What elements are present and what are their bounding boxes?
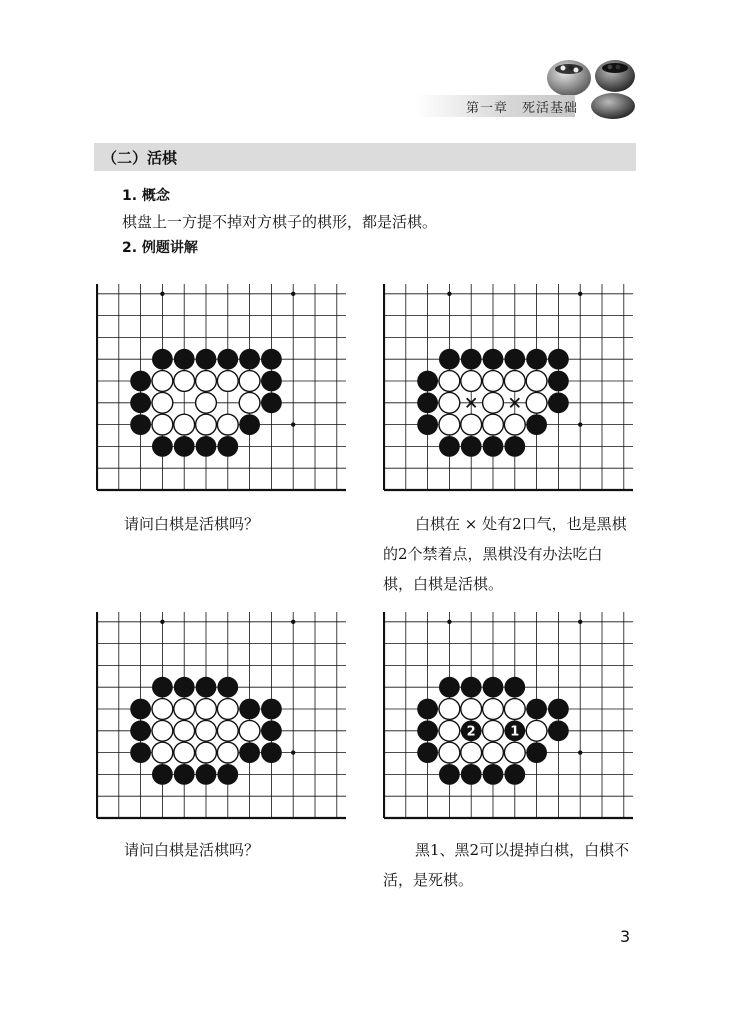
star-point [160,292,164,296]
white-stone [196,699,217,720]
question-2-text: 请问白棋是活棋吗？ [124,841,260,859]
white-stone [152,720,173,741]
white-stone [217,414,238,435]
black-stone [461,764,482,785]
white-stone [439,699,460,720]
black-stone [439,349,460,370]
go-board-1 [96,284,346,492]
white-stone [152,414,173,435]
white-stone [483,371,504,392]
black-stone [152,436,173,457]
white-stone [504,414,525,435]
black-stone [439,764,460,785]
black-stone [526,699,547,720]
star-point [578,422,582,426]
black-stone [526,742,547,763]
star-point [578,750,582,754]
black-stone [152,677,173,698]
black-stone [417,742,438,763]
answer-2-line-1: 黑1、黑2可以提掉白棋，白棋不 [415,841,630,859]
question-1 [124,509,259,539]
black-stone [439,677,460,698]
answer-2-line-2: 活，是死棋。 [383,871,474,889]
black-stone [504,764,525,785]
answer-1-line-2: 的2个禁着点，黑棋没有办法吃白 [383,545,603,563]
black-stone [217,436,238,457]
page-number: 3 [620,927,631,946]
white-stone [217,720,238,741]
star-point [291,292,295,296]
star-point [291,620,295,624]
black-stone [548,720,569,741]
chapter-title: 第一章 死活基础 [466,101,579,116]
white-stone [483,720,504,741]
white-stone [196,371,217,392]
black-stone [174,349,195,370]
black-stone [152,349,173,370]
black-stone [439,436,460,457]
white-stone [504,371,525,392]
white-stone [239,371,260,392]
black-stone [261,742,282,763]
white-stone [196,392,217,413]
white-stone [239,720,260,741]
white-stone [196,414,217,435]
black-stone [504,436,525,457]
white-stone [483,699,504,720]
star-point [447,292,451,296]
answer-1 [383,509,638,599]
black-stone [130,371,151,392]
black-stone [483,677,504,698]
black-stone [261,699,282,720]
white-stone [174,699,195,720]
black-stone [417,699,438,720]
black-stone [483,349,504,370]
question-2 [124,835,259,865]
black-stone [239,699,260,720]
star-point [291,750,295,754]
concept-text: 棋盘上一方提不掉对方棋子的棋形，都是活棋。 [122,213,438,231]
white-stone [152,742,173,763]
white-stone [239,392,260,413]
black-stone [548,349,569,370]
concept-heading: 1. 概念 [122,188,170,204]
white-stone [483,392,504,413]
black-stone [217,764,238,785]
white-stone [526,371,547,392]
black-stone [261,392,282,413]
white-stone [152,371,173,392]
white-stone [196,742,217,763]
answer-1-line-3: 棋，白棋是活棋。 [383,575,504,593]
black-stone [526,349,547,370]
white-stone [439,392,460,413]
star-point [578,620,582,624]
black-stone [548,392,569,413]
black-stone [417,414,438,435]
black-stone [461,349,482,370]
white-stone [504,699,525,720]
white-stone [152,392,173,413]
black-stone [417,392,438,413]
black-stone [504,349,525,370]
stone-number: 2 [466,724,476,740]
white-stone [504,742,525,763]
black-stone [261,371,282,392]
black-stone [130,720,151,741]
go-board-2 [383,284,633,492]
black-stone [196,349,217,370]
black-stone [130,699,151,720]
white-stone [461,699,482,720]
black-stone [548,699,569,720]
black-stone [130,414,151,435]
white-stone [483,742,504,763]
answer-1-line-1: 白棋在 × 处有2口气，也是黑棋 [415,515,627,533]
black-stone [239,414,260,435]
black-stone [417,720,438,741]
white-stone [439,414,460,435]
white-stone [174,720,195,741]
white-stone [217,699,238,720]
black-stone [261,720,282,741]
black-stone [483,764,504,785]
star-point [160,620,164,624]
white-stone [152,699,173,720]
white-stone [439,720,460,741]
black-stone [461,436,482,457]
black-stone [196,677,217,698]
black-stone [239,742,260,763]
white-stone [439,371,460,392]
stone-number: 1 [510,724,520,740]
star-point [291,422,295,426]
white-stone [174,371,195,392]
white-stone [526,720,547,741]
black-stone [239,349,260,370]
question-1-text: 请问白棋是活棋吗？ [124,515,260,533]
go-board-4 [383,612,633,820]
black-stone [526,414,547,435]
black-stone [174,764,195,785]
black-stone [130,742,151,763]
white-stone [217,742,238,763]
white-stone [483,414,504,435]
white-stone [174,414,195,435]
star-point [578,292,582,296]
black-stone [504,677,525,698]
white-stone [196,720,217,741]
black-stone [152,764,173,785]
white-stone [461,414,482,435]
black-stone [548,371,569,392]
example-heading: 2. 例题讲解 [122,240,198,256]
go-board-3 [96,612,346,820]
black-stone [261,349,282,370]
section-title: （二）活棋 [102,149,178,167]
black-stone [196,764,217,785]
black-stone [217,677,238,698]
black-stone [217,349,238,370]
black-stone [130,392,151,413]
black-stone [417,371,438,392]
white-stone [174,742,195,763]
black-stone [174,436,195,457]
white-stone [461,742,482,763]
black-stone [461,677,482,698]
star-point [447,620,451,624]
black-stone [483,436,504,457]
white-stone [217,371,238,392]
black-stone [174,677,195,698]
white-stone [439,742,460,763]
white-stone [526,392,547,413]
answer-2 [383,835,638,895]
black-stone [196,436,217,457]
white-stone [461,371,482,392]
